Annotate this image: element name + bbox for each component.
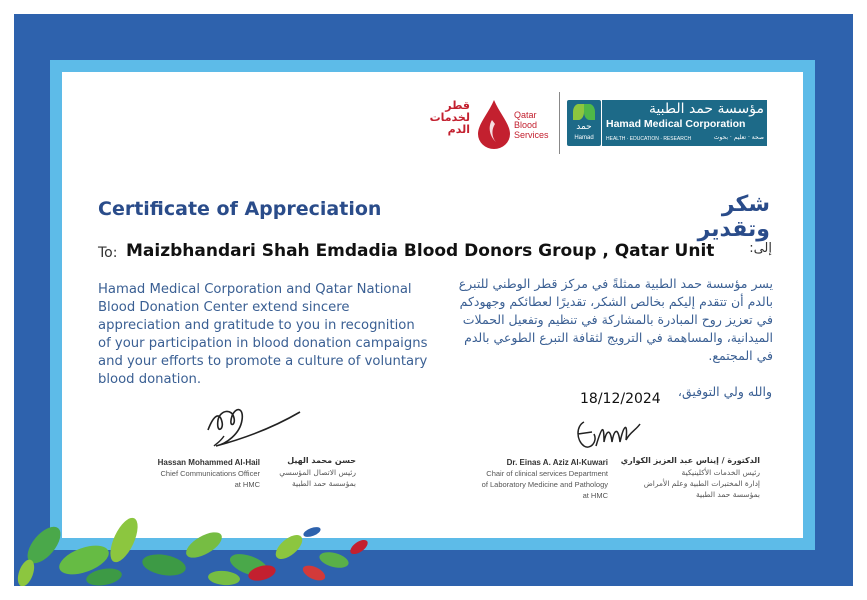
closing-ar: والله ولي التوفيق،	[677, 384, 772, 399]
signatory-2-role-en-line3: at HMC	[582, 491, 608, 500]
decorative-leaves	[14, 485, 374, 586]
signatory-2-role-ar-line1: رئيس الخدمات الأكلينيكية	[681, 468, 760, 477]
signature-2-graphic	[570, 412, 650, 454]
signatory-2-name-en: Dr. Einas A. Aziz Al-Kuwari	[506, 458, 608, 467]
signatory-2-role-en-line2: of Laboratory Medicine and Pathology	[481, 480, 608, 489]
qbs-name-en-line2: Blood	[514, 120, 538, 130]
hmc-box-label-en: Hamad	[574, 135, 594, 141]
recipient-name: Maizbhandari Shah Emdadia Blood Donors Group , Qatar Unit	[126, 241, 715, 261]
certificate-title-ar: شكر وتقدير	[697, 192, 770, 242]
hmc-name-en: Hamad Medical Corporation	[606, 118, 746, 130]
signatory-1-role-en-line2: at HMC	[234, 480, 260, 489]
certificate-body-ar: يسر مؤسسة حمد الطبية ممثلةً في مركز قطر الوطني للتبرع بالدم أن تتقدم إليكم بخالص الشكر، تقديرًا لعطائكم وجهودكم في تعزيز روح المبادرة بالمشاركة في تنظيم وتفعيل الحملات الميدانية، والمساهمة في الترويج لثقافة التبرع الطوعي بالدم في المجتمع.	[458, 276, 773, 363]
hmc-tagline-ar: صحة · تعليم · بحوث	[713, 134, 764, 141]
hmc-box-label-ar: حمد	[576, 122, 592, 132]
qbs-name-en-line3: Services	[514, 130, 549, 140]
signatory-1-role-ar-line1: رئيس الاتصال المؤسسي	[279, 468, 356, 477]
qbs-name-en	[514, 110, 549, 140]
signatory-1-role-en-line1: Chief Communications Officer	[160, 469, 260, 478]
qbs-name-ar-line3: الدم	[447, 123, 470, 136]
qbs-name-ar-line1: قطر	[445, 99, 470, 112]
signatory-2-role-ar-line3: بمؤسسة حمد الطبية	[695, 490, 760, 499]
logo-divider	[559, 92, 560, 154]
signatory-2-role-ar	[618, 467, 760, 500]
hmc-logo-icon	[567, 100, 601, 146]
signatory-1-name-ar: حسن محمد الهيل	[287, 456, 356, 465]
certificate-title-en: Certificate of Appreciation	[98, 198, 382, 220]
blood-drop-icon	[474, 98, 514, 150]
signature-1-graphic	[196, 400, 306, 452]
hmc-name-ar: مؤسسة حمد الطبية	[648, 101, 764, 117]
certificate-body-en: Hamad Medical Corporation and Qatar National Blood Donation Center extend sincere appreciation and gratitude to you in recognition of your participation in blood donation campaigns and your efforts to promote a culture of voluntary blood donation.	[98, 282, 428, 387]
qbs-name-en-line1: Qatar	[514, 110, 537, 120]
signatory-2-role-en-line1: Chair of clinical services Department	[486, 469, 608, 478]
signatory-2-name-ar: الدكتورة / إيناس عبد العزيز الكواري	[620, 456, 760, 465]
hmc-tagline-en: HEALTH · EDUCATION · RESEARCH	[606, 136, 692, 142]
to-label-en: To:	[98, 245, 118, 261]
signatory-1-role-ar-line2: بمؤسسة حمد الطبية	[291, 479, 356, 488]
signatory-2-role-ar-line2: إدارة المختبرات الطبية وعلم الأمراض	[643, 479, 760, 488]
signatory-1-name-en: Hassan Mohammed Al-Hail	[157, 458, 260, 467]
qbs-name-ar	[430, 100, 470, 136]
issue-date: 18/12/2024	[580, 391, 661, 407]
to-label-ar: إلى:	[749, 241, 772, 256]
signatory-2-role-en	[458, 468, 608, 501]
qbs-name-ar-line2: لخدمات	[429, 111, 470, 124]
